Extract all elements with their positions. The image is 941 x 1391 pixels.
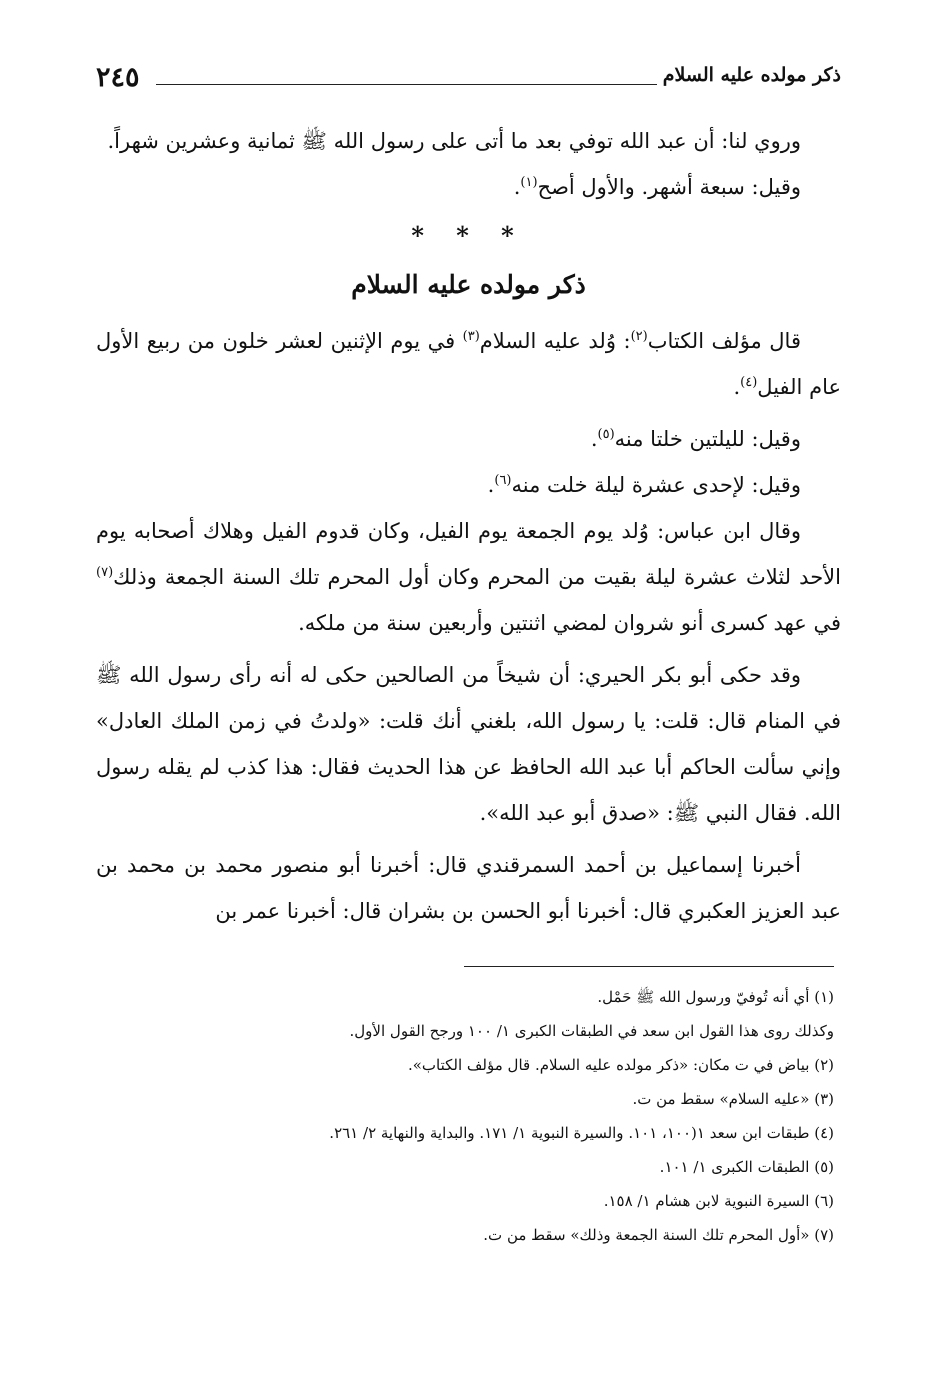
paragraph-two-nights: وقيل: لليلتين خلتا منه$^{(٥)}$. bbox=[590, 427, 801, 451]
footnote-6: (٦) السيرة النبوية لابن هشام ١/ ١٥٨. bbox=[603, 1192, 834, 1210]
running-title: ذكر مولده عليه السلام bbox=[662, 64, 841, 86]
running-header bbox=[96, 62, 841, 98]
footnote-ref-2: (٢) bbox=[630, 329, 648, 344]
footnote-3: (٣) «عليه السلام» سقط من ت. bbox=[632, 1090, 834, 1108]
footnote-2: (٢) بياض في ت مكان: «ذكر مولده عليه السلام. قال مؤلف الكتاب». bbox=[407, 1056, 834, 1074]
footnote-1-continued: وكذلك روى هذا القول ابن سعد في الطبقات الكبرى ١/ ١٠٠ ورجح القول الأول. bbox=[349, 1022, 834, 1040]
intro-line-1: وروي لنا: أن عبد الله توفي بعد ما أتى على رسول الله ﷺ ثمانية وعشرين شهراً. bbox=[107, 129, 801, 153]
footnote-ref-6: (٦) bbox=[494, 473, 512, 488]
header-rule bbox=[156, 84, 657, 85]
footnote-ref-4: (٤) bbox=[740, 375, 758, 390]
paragraph-ibn-abbas: وقال ابن عباس: وُلد يوم الجمعة يوم الفيل، وكان قدوم الفيل وهلاك أصحابه يوم الأحد لثلاث عشرة ليلة بقيت من المحرم وكان أول المحرم تلك السنة الجمعة وذلك$^{(٧)}$ في عهد كسرى أنو شروان لمضي اثنتين وأربعين سنة من ملكه. bbox=[96, 519, 841, 635]
footnote-ref-3: (٣) bbox=[462, 329, 480, 344]
footnote-4: (٤) طبقات ابن سعد ١(١٠٠، ١٠١. والسيرة النبوية ١/ ١٧١. والبداية والنهاية ٢/ ٢٦١. bbox=[329, 1124, 834, 1142]
footnote-1: (١) أي أنه تُوفيّ ورسول الله ﷺ حَمْل. bbox=[597, 988, 834, 1006]
paragraph-isnad: أخبرنا إسماعيل بن أحمد السمرقندي قال: أخبرنا أبو منصور محمد بن محمد بن عبد العزيز العكبري قال: أخبرنا أبو الحسن بن بشران قال: أخبرنا عمر بن bbox=[96, 853, 841, 923]
footnote-5: (٥) الطبقات الكبرى ١/ ١٠١. bbox=[659, 1158, 834, 1176]
asterism-separator: * * * bbox=[411, 221, 526, 250]
footnote-ref-1: (١) bbox=[520, 175, 538, 190]
section-heading: ذكر مولده عليه السلام bbox=[351, 270, 586, 299]
footnotes bbox=[214, 980, 834, 1252]
footnote-rule bbox=[464, 966, 834, 967]
footnote-7: (٧) «أول المحرم تلك السنة الجمعة وذلك» سقط من ت. bbox=[483, 1226, 834, 1244]
paragraph-eleven-nights: وقيل: لإحدى عشرة ليلة خلت منه$^{(٦)}$. bbox=[487, 473, 801, 497]
main-text bbox=[96, 118, 841, 934]
intro-line-2: وقيل: سبعة أشهر. والأول أصح$^{(١)}$. bbox=[513, 175, 801, 199]
page-number: ٢٤٥ bbox=[96, 62, 140, 93]
footnote-ref-5: (٥) bbox=[597, 427, 615, 442]
paragraph-dream-narration: وقد حكى أبو بكر الحيري: أن شيخاً من الصالحين حكى له أنه رأى رسول الله ﷺ في المنام قال: قلت: يا رسول الله، بلغني أنك قلت: «ولدتُ في زمن الملك العادل» وإني سألت الحاكم أبا عبد الله الحافظ عن هذا الحديث فقال: هذا كذب لم يقله رسول الله. فقال النبي ﷺ: «صدق أبو عبد الله». bbox=[96, 663, 841, 825]
footnote-ref-7: (٧) bbox=[96, 565, 114, 580]
paragraph-birth-date: قال مؤلف الكتاب$^{(٢)}$: وُلد عليه السلام$^{(٣)}$ في يوم الإثنين لعشر خلون من ربيع الأول عام الفيل$^{(٤)}$. bbox=[96, 329, 841, 399]
